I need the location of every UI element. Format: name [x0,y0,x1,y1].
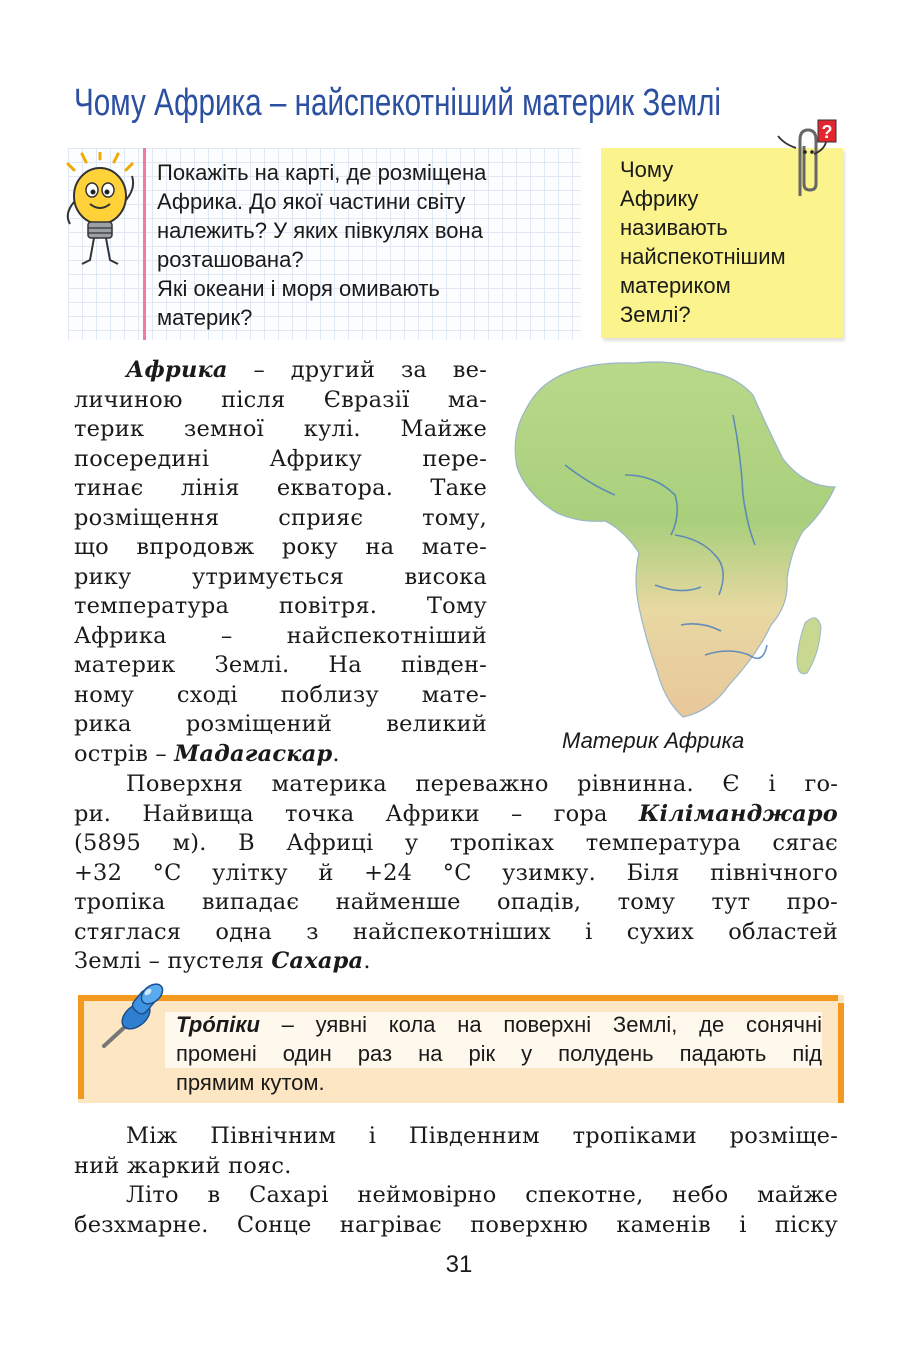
page-title: Чому Африка – найспекотніший материк Землі [74,82,721,124]
text-line: материк Землі. На півден- [74,652,487,678]
text-line: +32 °С улітку й +24 °С узимку. Біля північного [74,859,838,886]
task-line: материк? [157,305,253,330]
text-line: рику утримується висока [74,563,487,590]
africa-map [505,355,840,725]
text-line: ному сході поблизу мате- [74,681,487,708]
text-line: терик земної кулі. Майже [74,416,487,442]
text-line: Літо в Сахарі неймовірно спекотне, небо майже [126,1182,838,1208]
keyword: Африка [126,357,228,383]
text-line: прямим кутом. [176,1070,325,1095]
text-line: температура повітря. Тому [74,593,487,619]
keyword: Сахара [271,948,364,974]
pushpin-icon [98,980,168,1050]
question-line: материком [620,273,731,298]
text-line [74,740,487,770]
text-fragment: . [332,740,340,767]
paragraph-africa-intro [74,356,487,769]
task-line: розташована? [157,247,304,272]
paperclip-question-icon [770,118,840,198]
keyword: Мадагаскар [174,740,333,767]
text-line [74,947,838,977]
map-caption: Материк Африка [562,728,745,753]
text-fragment: ри. Найвища точка Африки – гора [74,800,639,827]
paragraph-surface [74,770,838,977]
text-line: тропіка випадає найменше опадів, тому тут про- [74,889,838,915]
question-line: найспекотнішим [620,244,786,269]
task-line: Які океани і моря омивають [157,276,440,301]
text-fragment: Землі – пустеля [74,948,272,974]
task-line: Африка. До якої частини світу [157,189,466,214]
text-line: (5895 м). В Африці у тропіках температура сягає [74,830,838,856]
page-number: 31 [445,1251,473,1278]
text-fragment: . [363,948,371,974]
lightbulb-icon [60,152,142,272]
text-line: безхмарне. Сонце нагріває поверхню каменів і піску [74,1211,838,1238]
task-line: належить? У яких півкулях вона [157,218,483,243]
text-line: Між Північним і Південним тропіками розміще- [126,1123,838,1149]
text-line: ний жаркий пояс. [74,1152,292,1179]
text-line: тинає лінія екватора. Таке [74,475,487,501]
task-line: Покажіть на карті, де розміщена [157,160,487,185]
text-line: посередині Африку пере- [74,445,487,472]
text-line: Поверхня материка переважно рівнинна. Є і го- [126,771,838,797]
question-line: Африку [620,186,699,211]
question-line: Чому [620,157,674,182]
text-line [74,800,838,830]
definition-border [78,995,838,1001]
paragraph-hot-belt [74,1122,838,1240]
keyword: Кіліманджаро [638,800,838,827]
text-line: стяглася одна з найспекотніших і сухих областей [74,918,838,945]
text-fragment: – уявні кола на поверхні Землі, де сонячні [259,1012,822,1037]
text-line: рика розміщений великий [74,711,487,737]
text-line: личиною після Євразії ма- [74,386,487,413]
definition-border [838,1003,844,1103]
text-line: Африка – найспекотніший [74,622,487,649]
question-line: називають [620,215,728,240]
text-line: промені один раз на рік у полудень падають під [176,1041,822,1066]
text-fragment: острів – [74,740,175,767]
task-question-text [157,158,577,332]
question-mark: ? [821,122,833,142]
definition-text [176,1010,822,1097]
margin-line [143,148,146,340]
text-line: що впродовж року на мате- [74,534,487,560]
definition-term: Тро́піки [176,1012,260,1037]
definition-border [78,995,84,1099]
text-line: розміщення сприяє тому, [74,504,487,531]
text-line [74,356,487,386]
text-fragment: – другий за ве- [227,357,487,383]
text-line [176,1010,822,1039]
question-line: Землі? [620,302,691,327]
